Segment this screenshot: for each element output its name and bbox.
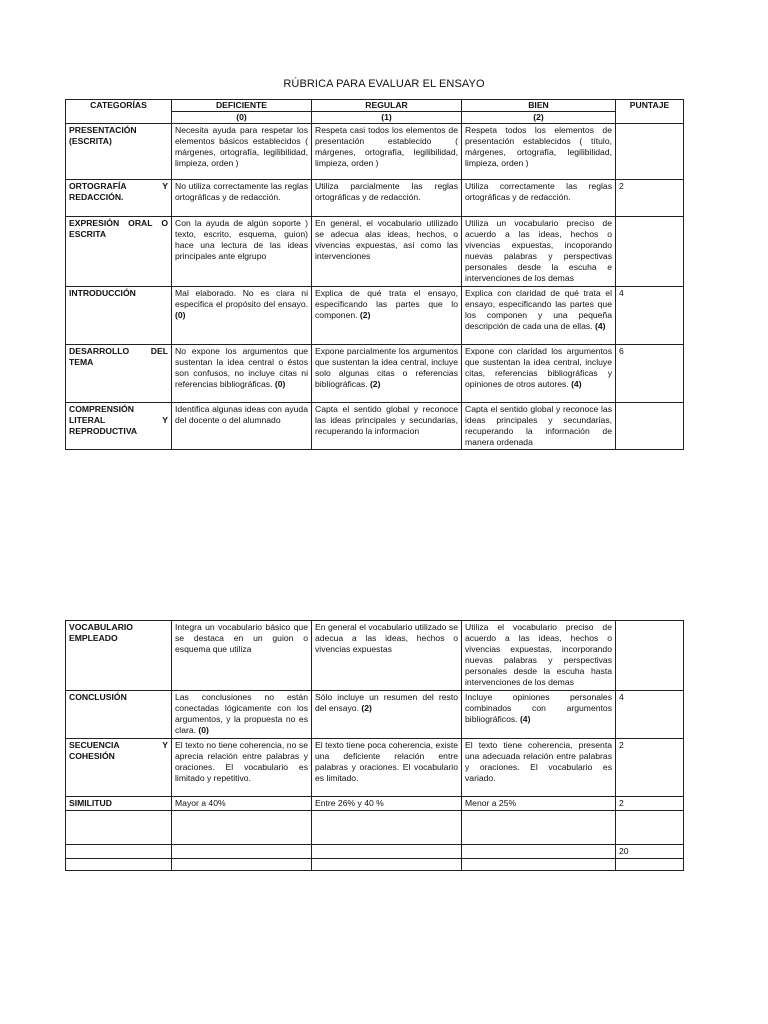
- header-score: PUNTAJE: [616, 100, 684, 124]
- table-row: [66, 403, 684, 450]
- table-row: [66, 797, 684, 811]
- deficient-cell: Necesita ayuda para respetar los elementos básicos establecidos ( márgenes, ortografía, legilibilidad, limpieza, orden ): [172, 124, 312, 180]
- deficient-cell: Mayor a 40%: [172, 797, 312, 811]
- score-cell: 4: [616, 287, 684, 345]
- table-row: [66, 217, 684, 287]
- regular-cell: Entre 26% y 40 %: [312, 797, 462, 811]
- table-row: [66, 345, 684, 403]
- good-cell: Utiliza el vocabulario preciso de acuerdo a las ideas, hechos o vivencias expuestas, incorporando nuevas palabras y perspectivas personales desde la escuha hasta intervenciones de los demas: [462, 621, 616, 691]
- good-cell: Utiliza correctamente las reglas ortográficas y de redacción.: [462, 180, 616, 217]
- regular-cell: Explica de qué trata el ensayo, especificando las partes que lo componen. (2): [312, 287, 462, 345]
- good-cell: Capta el sentido global y reconoce las ideas principales y secundarias, recuperando la información de manera ordenada: [462, 403, 616, 450]
- row-category: EXPRESIÓN ORAL O ESCRITA: [66, 217, 172, 287]
- regular-cell: En general, el vocabulario utilizado se adecua alas ideas, hechos, o vivencias expuestas, así como las intervenciones: [312, 217, 462, 287]
- regular-cell: Utiliza parcialmente las reglas ortográficas y de redacción.: [312, 180, 462, 217]
- deficient-cell: Mal elaborado. No es clara ni especifica el propósito del ensayo. (0): [172, 287, 312, 345]
- header-row: [66, 100, 684, 124]
- good-cell: Explica con claridad de qué trata el ensayo, especificando las partes que los componen y una pequeña descripción de cada una de ellas. (4): [462, 287, 616, 345]
- table-row: [66, 287, 684, 345]
- table-row: [66, 180, 684, 217]
- score-cell: [616, 403, 684, 450]
- table-row: [66, 691, 684, 739]
- regular-cell: En general el vocabulario utilizado se adecua a las ideas, hechos o vivencias expuestas: [312, 621, 462, 691]
- empty-row: [66, 811, 684, 845]
- total-row: [66, 845, 684, 859]
- row-category: ORTOGRAFÍA Y REDACCIÓN.: [66, 180, 172, 217]
- row-category: DESARROLLO DEL TEMA: [66, 345, 172, 403]
- score-cell: 2: [616, 739, 684, 797]
- score-cell: [616, 217, 684, 287]
- total-score: 20: [616, 845, 684, 859]
- good-cell: Menor a 25%: [462, 797, 616, 811]
- score-cell: [616, 124, 684, 180]
- row-category: COMPRENSIÓN LITERAL Y REPRODUCTIVA: [66, 403, 172, 450]
- row-category: SECUENCIA Y COHESIÓN: [66, 739, 172, 797]
- rubric-table-bottom: [65, 620, 684, 871]
- good-cell: Incluye opiniones personales combinados con argumentos bibliográficos. (4): [462, 691, 616, 739]
- rubric-table-top: [65, 99, 684, 450]
- header-deficient: DEFICIENTE (0): [172, 100, 312, 124]
- score-cell: [616, 621, 684, 691]
- deficient-cell: No expone los argumentos que sustentan la idea central o éstos son confusos, no incluye citas ni referencias bibliográficas. (0): [172, 345, 312, 403]
- row-category: SIMILITUD: [66, 797, 172, 811]
- good-cell: El texto tiene coherencia, presenta una adecuada relación entre palabras y oraciones. El vocabulario es variado.: [462, 739, 616, 797]
- header-regular: REGULAR (1): [312, 100, 462, 124]
- table-row: [66, 124, 684, 180]
- regular-cell: El texto tiene poca coherencia, existe una deficiente relación entre palabras y oraciones. El vocabulario es limitado.: [312, 739, 462, 797]
- row-category: INTRODUCCIÓN: [66, 287, 172, 345]
- row-category: VOCABULARIO EMPLEADO: [66, 621, 172, 691]
- deficient-cell: Con la ayuda de algún soporte ) texto, escrito, esquema, guion) hace una lectura de las ideas principales ante elgrupo: [172, 217, 312, 287]
- deficient-cell: El texto no tiene coherencia, no se aprecia relación entre palabras y oraciones. El vocabulario es limitado y repetitivo.: [172, 739, 312, 797]
- score-cell: 4: [616, 691, 684, 739]
- deficient-cell: Integra un vocabulario básico que se destaca en un guion o esquema que utiliza: [172, 621, 312, 691]
- header-good: BIEN (2): [462, 100, 616, 124]
- regular-cell: Respeta casi todos los elementos de presentación establecido ( márgenes, ortografía, legilibilidad, limpieza, orden ): [312, 124, 462, 180]
- score-cell: 6: [616, 345, 684, 403]
- deficient-cell: No utiliza correctamente las reglas ortográficas y de redacción.: [172, 180, 312, 217]
- table-row: [66, 621, 684, 691]
- good-cell: Utiliza un vocabulario preciso de acuerdo a las ideas, hechos o vivencias expuestas, incoporando nuevas palabras y perspectivas personales desde la escuha e intervenciones de los demas: [462, 217, 616, 287]
- document-title: RÚBRICA PARA EVALUAR EL ENSAYO: [283, 78, 485, 90]
- table-row: [66, 739, 684, 797]
- good-cell: Expone con claridad los argumentos que sustentan la idea central, incluye citas, referencias bibliográficas y opiniones de otros autores. (4): [462, 345, 616, 403]
- row-category: PRESENTACIÓN (ESCRITA): [66, 124, 172, 180]
- good-cell: Respeta todos los elementos de presentación establecidos ( título, márgenes, ortografía, legilibilidad, limpieza, orden ): [462, 124, 616, 180]
- deficient-cell: Identifica algunas ideas con ayuda del docente o del alumnado: [172, 403, 312, 450]
- row-category: CONCLUSIÓN: [66, 691, 172, 739]
- score-cell: 2: [616, 797, 684, 811]
- deficient-cell: Las conclusiones no están conectadas lógicamente con los argumentos, y la propuesta no es clara. (0): [172, 691, 312, 739]
- score-cell: 2: [616, 180, 684, 217]
- header-categories: CATEGORÍAS: [66, 100, 172, 124]
- regular-cell: Capta el sentido global y reconoce las ideas principales y secundarias, recuperando la informacion: [312, 403, 462, 450]
- empty-row: [66, 859, 684, 871]
- regular-cell: Expone parcialmente los argumentos que sustentan la idea central, incluye solo algunas citas o referencias bibliográficas. (2): [312, 345, 462, 403]
- regular-cell: Sólo incluye un resumen del resto del ensayo. (2): [312, 691, 462, 739]
